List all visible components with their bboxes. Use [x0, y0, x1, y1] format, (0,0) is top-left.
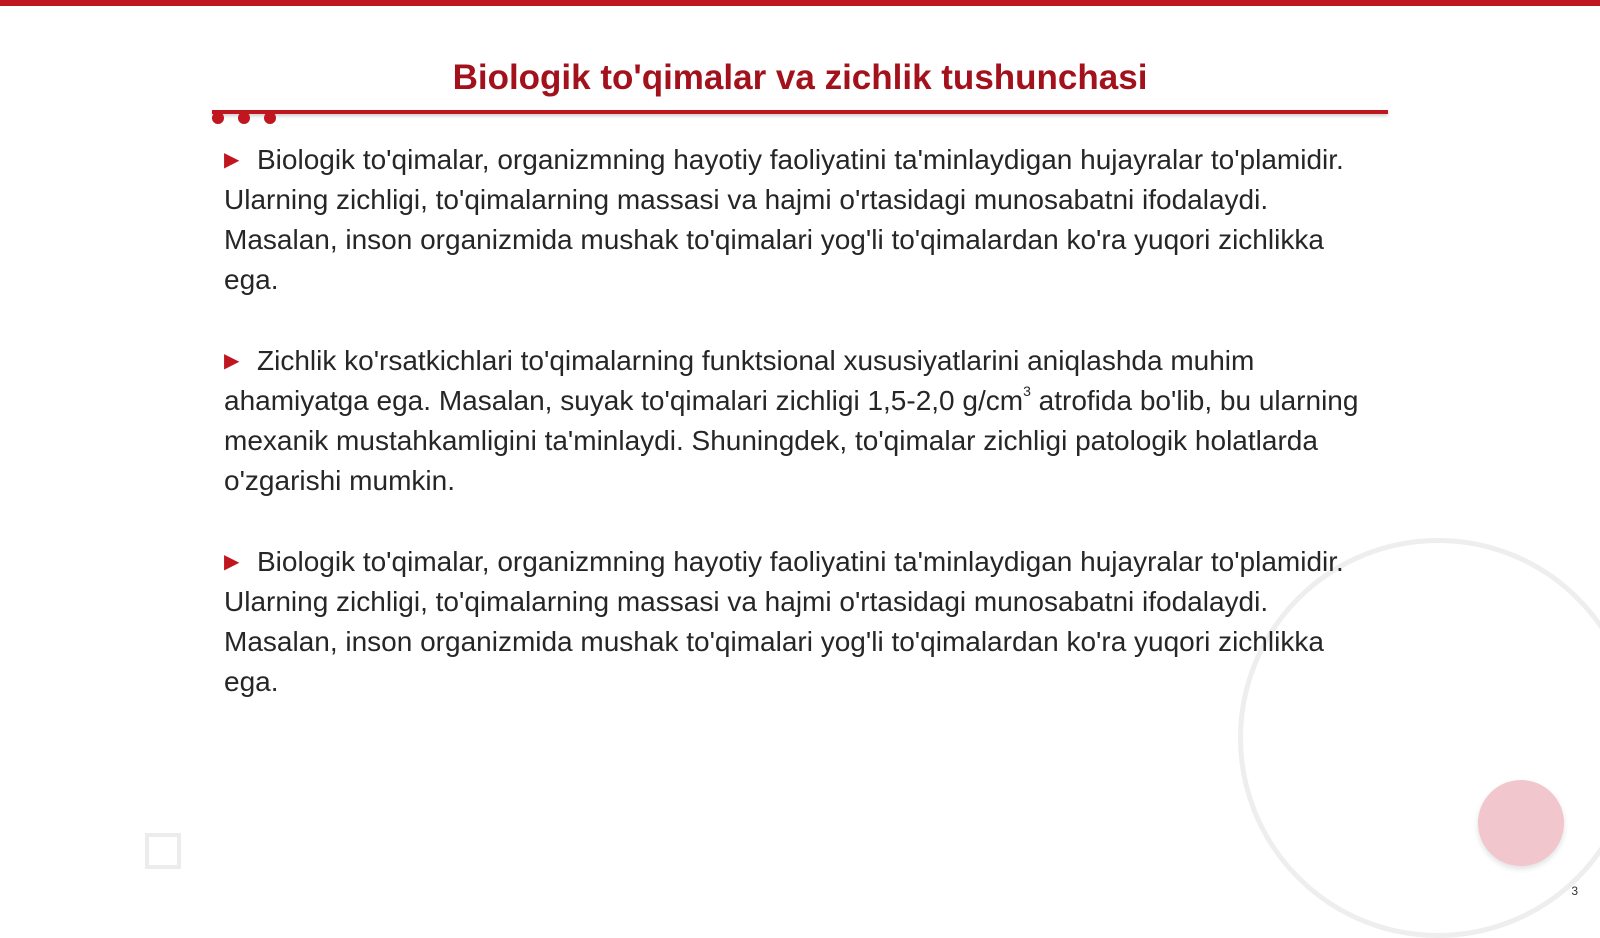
triangle-right-icon: ▶: [224, 551, 240, 573]
superscript-cubed: 3: [1023, 383, 1031, 399]
slide-body: [224, 140, 1374, 743]
title-underline: [212, 110, 1388, 114]
bullet-paragraph-1: [224, 140, 1374, 300]
paragraph-text-end: atrofida bo'lib, bu ularning mexanik mustahkamligini ta'minlaydi. Shuningdek, to'qimalar zichligi patologik holatlarda o'zgarishi mumkin.: [224, 385, 1359, 496]
decor-square: [145, 833, 181, 869]
decor-dot-3: [264, 112, 276, 124]
paragraph-text-start: Zichlik ko'rsatkichlari to'qimalarning funktsional xususiyatlarini aniqlashda muhim ahamiyatga ega. Masalan, suyak to'qimalari zichligi 1,5-2,0 g/cm: [224, 345, 1255, 416]
paragraph-text: Biologik to'qimalar, organizmning hayotiy faoliyatini ta'minlaydigan hujayralar to'plamidir. Ularning zichligi, to'qimalarning massasi va hajmi o'rtasidagi munosabatni ifodalaydi. Masalan, inson organizmida mushak to'qimalari yog'li to'qimalardan ko'ra yuqori zichlikka ega.: [224, 144, 1344, 295]
top-accent-bar: [0, 0, 1600, 6]
triangle-right-icon: ▶: [224, 149, 240, 171]
decor-dot-1: [212, 112, 224, 124]
bullet-paragraph-2: [224, 341, 1374, 501]
decor-pink-circle: [1478, 780, 1564, 866]
triangle-right-icon: ▶: [224, 350, 240, 372]
paragraph-text: Biologik to'qimalar, organizmning hayotiy faoliyatini ta'minlaydigan hujayralar to'plamidir. Ularning zichligi, to'qimalarning massasi va hajmi o'rtasidagi munosabatni ifodalaydi. Masalan, inson organizmida mushak to'qimalari yog'li to'qimalardan ko'ra yuqori zichlikka ega.: [224, 546, 1344, 697]
bullet-paragraph-3: [224, 542, 1374, 702]
slide-title: Biologik to'qimalar va zichlik tushunchasi: [452, 58, 1148, 97]
decor-dot-2: [238, 112, 250, 124]
page-number: 3: [1571, 884, 1578, 898]
